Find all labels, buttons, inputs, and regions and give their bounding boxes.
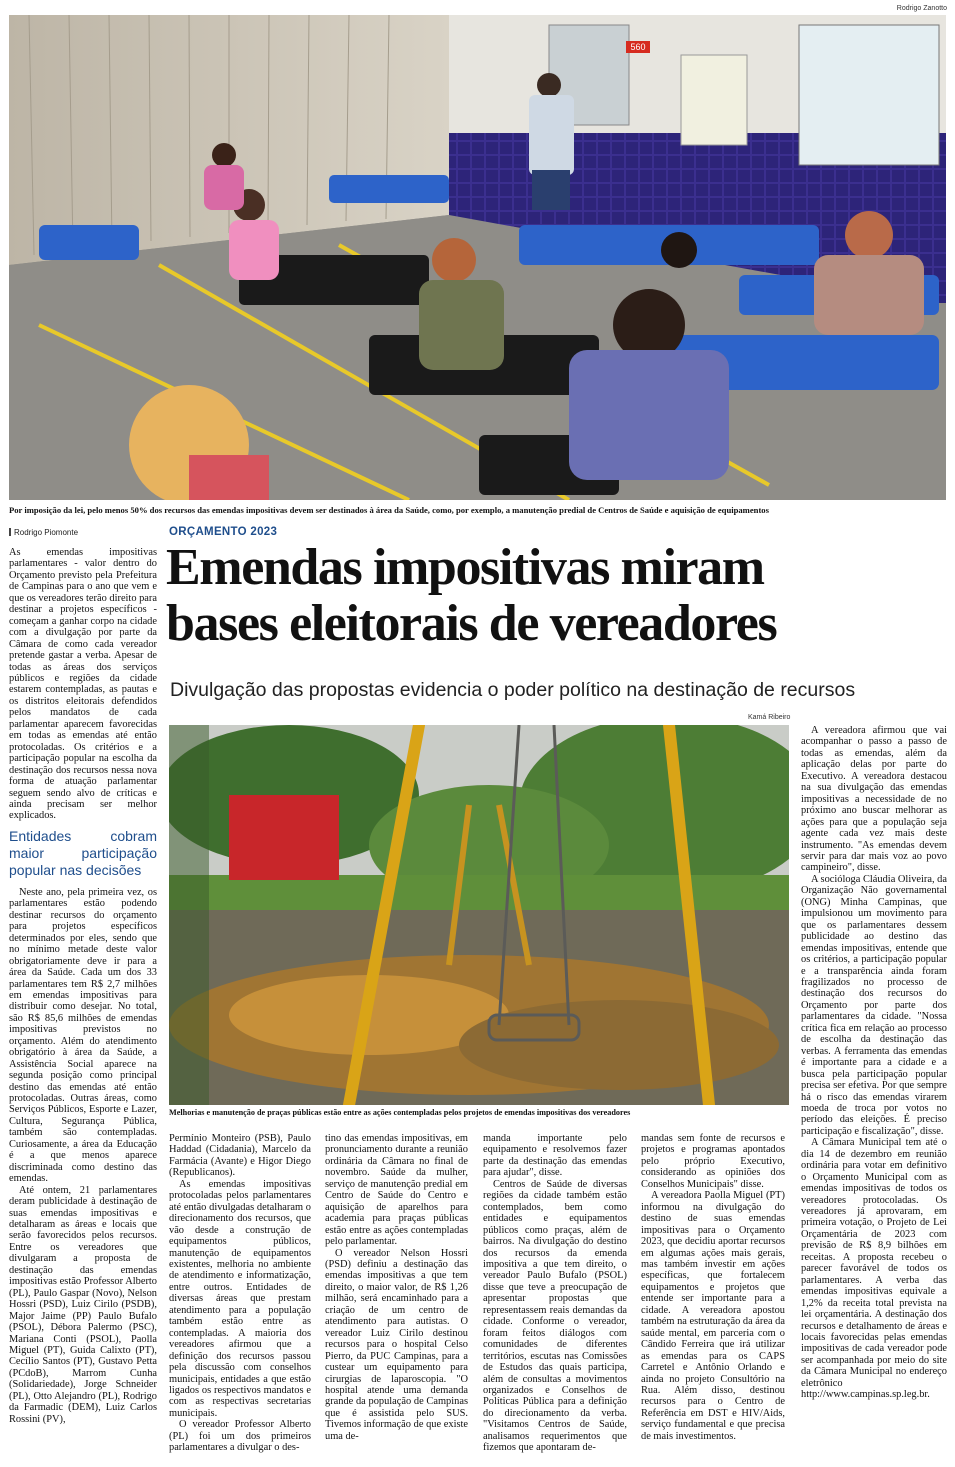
mid-photo: [169, 725, 789, 1105]
mid-photo-credit: Kamá Ribeiro: [748, 714, 791, 721]
col4-paragraph: Centros de Saúde de diversas regiões da cidade também estão contemplados, bem como entidades e equipamentos públicos como praças, além de bairros. Na divulgação do destino dos recursos da emenda impositiva a que tem direito, o vereador Paulo Bufalo (PSOL) disse que teve a preocupação de apresentar propostas que representassem reais demandas da cidade. Conforme o vereador, foram feitos diálogos com comunidades de diferentes territórios, escutas nas Comissões de Estudos das quais participa, além de consultas a movimentos organizados e Conselhos de Políticas Pública para a definição do direcionamento da verba. "Visitamos Centros de Saúde, analisamos requerimentos que fizemos que apontaram de-: [483, 1178, 627, 1454]
col6-paragraph: A vereadora afirmou que vai acompanhar o passo a passo de todas as emendas, além da aplicação delas por parte do Executivo. A vereadora destacou na sua divulgação das emendas impositivas a necessidade de no próximo ano buscar melhorar as ações para que a população seja agente cada vez mais deste instrumento. "As emendas devem servir para dar mais voz ao povo campineiro", disse.: [801, 725, 947, 874]
col2-paragraph: Permínio Monteiro (PSB), Paulo Haddad (Cidadania), Marcelo da Farmácia (Avante) e Higor Diego (Republicanos).: [169, 1133, 311, 1179]
top-photo-credit: Rodrigo Zanotto: [896, 5, 947, 12]
sign-number: 560: [630, 42, 646, 52]
col1-subhead: Entidades cobram maior participação popular nas decisões: [9, 827, 157, 878]
col3-paragraph: tino das emendas impositivas, em pronunciamento durante a reunião ordinária da Câmara no final de novembro. Saúde da mulher, serviço de manutenção predial em Centro de Saúde do Centro e aquisição de aparelhos para academia para praças públicas estão entre as ações contempladas pelo parlamentar.: [325, 1133, 468, 1248]
col2-paragraph: As emendas impositivas protocoladas pelos parlamentares até então divulgadas detalharam o direcionamento dos recursos, que vão desde a construção de equipamentos públicos, manutenção de equipamentos existentes, melhoria no ambiente de atendimento e informatização, entre outros. Entidades de diversas áreas que prestam atendimento para a população também estão entre as contempladas. A maioria dos vereadores afirmou que a definição dos recursos passou pela discussão com conselhos municipais, entidades a que estão ligados os respectivos mandatos e com as respectivas secretarias municipais.: [169, 1178, 311, 1419]
headline-line-1: Emendas impositivas miram: [166, 539, 764, 596]
top-photo-caption: Por imposição da lei, pelo menos 50% dos recursos das emendas impositivas devem ser destinados à área da Saúde, como, por exemplo, a manutenção predial de Centros de Saúde e aquisição de equipamentos: [9, 505, 769, 515]
col4-paragraph: manda importante pelo equipamento e resolvemos fazer parte da destinação das emendas para ajudar", disse.: [483, 1133, 627, 1179]
col5-paragraph: A vereadora Paolla Miguel (PT) informou na divulgação do destino de suas emendas impositivas para o Orçamento 2023, que decidiu aportar recursos em algumas ações mais gerais, mas também investir em ações específicas, que fortalecem equipamentos e projetos que entende ser importante para a cidade. A vereadora apostou também na estruturação da área da saúde mental, em parceria com o Cândido Ferreira que irá utilizar as emendas para os CAPS Carretel e Antônio Orlando e ainda no projeto Consultório na Rua. Além disso, destinou recursos para o Centro de Referência em DST e HIV/Aids, serviço fundamental e que precisa de mais investimentos.: [641, 1190, 785, 1442]
subtitle: Divulgação das propostas evidencia o poder político na destinação de recursos: [170, 679, 856, 701]
col6-paragraph: A socióloga Cláudia Oliveira, da Organização Não governamental (ONG) Minha Campinas, que impulsionou um movimento para que os parlamentares dessem publicidade ao destino das emendas impositivas, entende que os critérios, a participação popular e a transparência ainda foram fragilizados no processo de destinação dos recursos do Orçamento por parte dos parlamentares da cidade. "Nossa crítica fica em relação ao processo de escolha da destinação das verbas. A ferramenta das emendas é importante para a cidade e a busca pela participação popular precisa ser efetiva. Por que sempre há o risco das emendas virarem moeda de troca por votos no período das eleições. É preciso participação e fiscalização", disse.: [801, 873, 947, 1137]
top-photo: [9, 15, 946, 500]
col1-paragraph: Até ontem, 21 parlamentares deram publicidade à destinação de suas emendas impositivas e detalharam as áreas e locais que serão favorecidos pelos recursos. Entre os vereadores que divulgaram a proposta de destinação das emendas impositivas estão Professor Alberto (PL), Paulo Gaspar (Novo), Nelson Hossri (PSD), Luiz Cirilo (PSDB), Major Jaime (PP) Paulo Bufalo (PSOL), Débora Palermo (PSC), Mariana Conti (PSOL), Paolla Miguel (PT), Guida Calixto (PT), Cecílio Santos (PT), Gustavo Petta (PCdoB), Marrom Cunha (Solidariedade), Jorge Schneider (PL), Otto Alejandro (PL), Rodrigo da Farmadic (DEM), Luiz Carlos Rossini (PV),: [9, 1184, 157, 1425]
col1-paragraph: Neste ano, pela primeira vez, os parlamentares estão podendo destinar recursos do orçamento para projetos específicos determinados por eles, sendo que no mínimo metade deste valor obrigatoriamente deve ir para a área da Saúde. Cada um dos 33 parlamentares tem R$ 2,7 milhões em emendas impositivas para distribuir como desejar. No total, são R$ 85,6 milhões de emendas impositivas previstos no orçamento. Além do atendimento obrigatório à área da Saúde, a Assistência Social aparece na segunda posição como principal destino das emendas até então protocoladas. Outras áreas, como Serviços Públicos, Esporte e Lazer, Cultura, Segurança Pública, também são contempladas. Curiosamente, a área da Educação é a que menos aparece discriminada como destino das emendas.: [9, 886, 157, 1185]
headline-line-2: bases eleitorais de vereadores: [166, 595, 777, 652]
col5-paragraph: mandas sem fonte de recursos e projetos e programas apontados pelo próprio Executivo, considerando as opiniões dos Conselhos Municipais" disse.: [641, 1133, 785, 1190]
column-5: [641, 1133, 785, 1461]
column-3: [325, 1133, 468, 1461]
column-1: [9, 547, 157, 1462]
column-6: [801, 725, 947, 1462]
headline: [166, 540, 955, 652]
col1-paragraph: As emendas impositivas parlamentares - valor dentro do Orçamento previsto pela Prefeitura de Campinas para o ano que vem e que os vereadores terão direito para destinar a projetos específicos - começam a ganhar corpo na cidade com a divulgação por parte da Câmara de como cada vereador pretende gastar a verba. Apesar de todas as áreas dos serviços públicos e regiões da cidade estarem contempladas, as pautas e os distritos eleitorais defendidos pelos mandatos de cada parlamentar aparecem favorecidas em todas as emendas até então protocoladas. Os critérios e a participação popular na escolha da destinação dos recursos nessa nova forma de atuação parlamentar seguem sendo alvo de críticas e ainda precisam ser melhor explicados.: [9, 547, 157, 822]
mid-photo-caption: Melhorias e manutenção de praças públicas estão entre as ações contempladas pelos projetos de emendas impositivas dos vereadores: [169, 1108, 631, 1117]
column-2: [169, 1133, 311, 1461]
playground-illustration: [169, 725, 789, 1105]
byline-bar-icon: [9, 528, 11, 536]
waiting-room-illustration: [9, 15, 946, 500]
byline: [9, 528, 78, 537]
col2-paragraph: O vereador Professor Alberto (PL) foi um dos primeiros parlamentares a divulgar o des-: [169, 1419, 311, 1454]
section-label: ORÇAMENTO 2023: [169, 526, 278, 538]
column-4: [483, 1133, 627, 1461]
col3-paragraph: O vereador Nelson Hossri (PSD) definiu a destinação das emendas impositivas a que tem direito, o maior valor, de R$ 1,26 milhão, será encaminhado para a criação de um centro de atendimento para autistas. O vereador Luiz Cirilo destinou recursos para o hospital Celso Pierro, da PUC Campinas, para a custear um equipamento para cirurgias de laparoscopia. "O hospital atende uma demanda grande da população de Campinas que é assistida pelo SUS. Tivemos informação de que existe uma de-: [325, 1247, 468, 1442]
col6-paragraph: A Câmara Municipal tem até o dia 14 de dezembro em reunião ordinária para votar em definitivo o Orçamento Municipal com as emendas impositivas de todos os vereadores protocoladas. Os vereadores já aprovaram, em primeira votação, o Projeto de Lei Orçamentária de 2023 com previsão de R$ 8,9 bilhões em receitas. A proposta recebeu o parecer favorável de todos os parlamentares. A verba das emendas impositivas equivale a 1,2% da receita total prevista na lei orçamentária. A destinação dos recursos e detalhamento de áreas e locais favorecidas pelas emendas impositivas de cada vereador pode ser acompanhada por meio do site da Câmara Municipal no endereço eletrônico http://www.campinas.sp.leg.br.: [801, 1137, 947, 1401]
byline-name: Rodrigo Piomonte: [14, 528, 79, 537]
